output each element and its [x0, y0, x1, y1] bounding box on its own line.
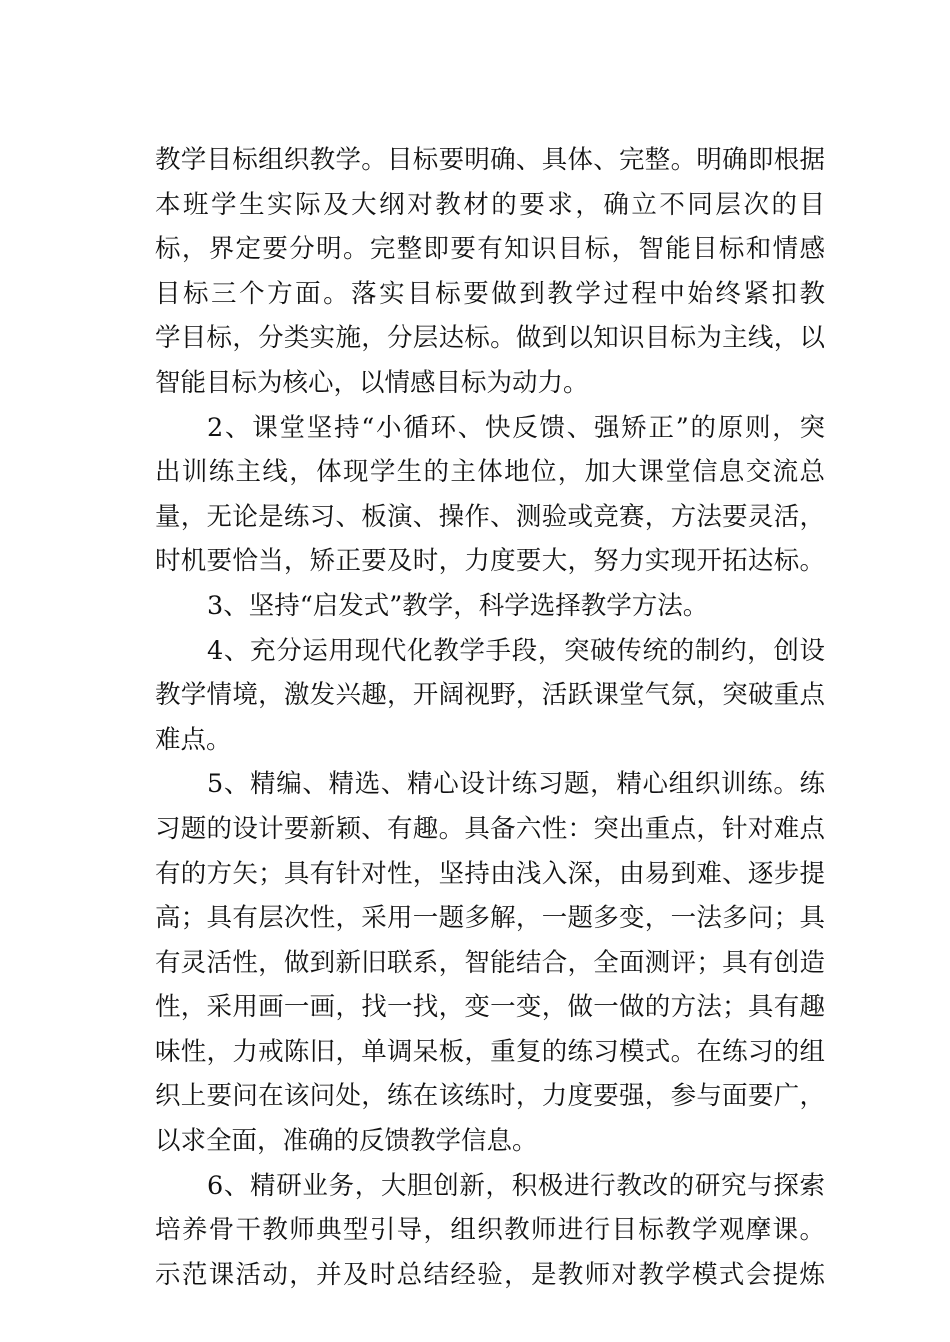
text-line: 织上要问在该问处，练在该练时，力度要强，参与面要广，: [155, 1081, 825, 1112]
text-line: 标，界定要分明。完整即要有知识目标，智能目标和情感: [155, 234, 825, 265]
text-line: 有的方矢；具有针对性，坚持由浅入深，由易到难、逐步提: [155, 858, 825, 889]
text-line: 有灵活性，做到新旧联系，智能结合，全面测评；具有创造: [155, 947, 825, 978]
text-line: 时机要恰当，矫正要及时，力度要大，努力实现开拓达标。: [155, 546, 825, 577]
document-body: [155, 138, 825, 1297]
paragraph-2-line: 2、课堂坚持“小循环、快反馈、强矫正”的原则，突: [207, 412, 825, 443]
text-line: 习题的设计要新颖、有趣。具备六性：突出重点，针对难点: [155, 813, 825, 844]
text-line: 难点。: [155, 724, 232, 755]
paragraph-3-line: 3、坚持“启发式”教学，科学选择教学方法。: [207, 590, 709, 621]
text-line: 培养骨干教师典型引导，组织教师进行目标教学观摩课。: [155, 1215, 825, 1246]
text-line: 教学情境，激发兴趣，开阔视野，活跃课堂气氛，突破重点: [155, 680, 825, 711]
text-line: 本班学生实际及大纲对教材的要求，确立不同层次的目: [155, 189, 825, 220]
text-line: 学目标，分类实施，分层达标。做到以知识目标为主线，以: [155, 323, 825, 354]
text-line: 出训练主线，体现学生的主体地位，加大课堂信息交流总: [155, 457, 825, 488]
text-line: 性，采用画一画，找一找，变一变，做一做的方法；具有趣: [155, 992, 825, 1023]
text-line: 味性，力戒陈旧，单调呆板，重复的练习模式。在练习的组: [155, 1036, 825, 1067]
text-line: 示范课活动，并及时总结经验，是教师对教学模式会提炼: [155, 1259, 825, 1290]
text-line: 以求全面，准确的反馈教学信息。: [155, 1126, 538, 1157]
text-line: 目标三个方面。落实目标要做到教学过程中始终紧扣教: [155, 278, 825, 309]
text-line: 教学目标组织教学。目标要明确、具体、完整。明确即根据: [155, 145, 825, 175]
text-line: 智能目标为核心，以情感目标为动力。: [155, 367, 589, 398]
paragraph-5-line: 5、精编、精选、精心设计练习题，精心组织训练。练: [207, 769, 825, 800]
paragraph-6-line: 6、精研业务，大胆创新，积极进行教改的研究与探索: [207, 1170, 825, 1201]
paragraph-4-line: 4、充分运用现代化教学手段，突破传统的制约，创设: [207, 635, 825, 666]
text-line: 高；具有层次性，采用一题多解，一题多变，一法多问；具: [155, 903, 825, 934]
text-line: 量，无论是练习、板演、操作、测验或竞赛，方法要灵活，: [155, 501, 825, 532]
